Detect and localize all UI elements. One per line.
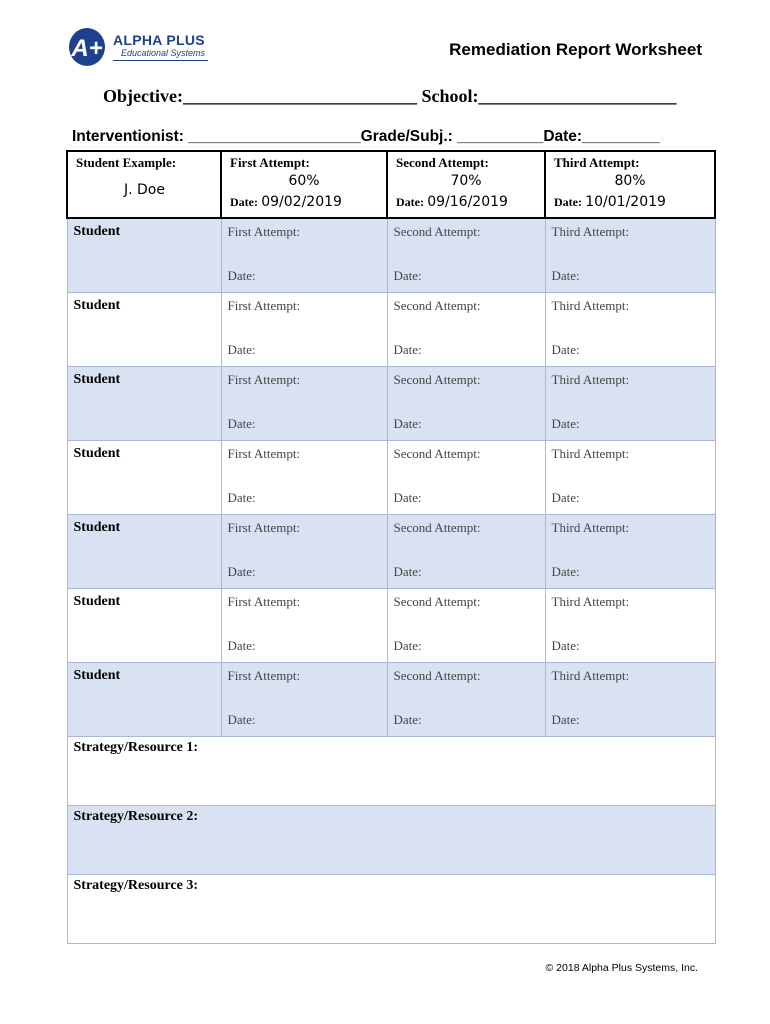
second-attempt-cell[interactable]: [387, 663, 545, 737]
date-label: Date:: [551, 490, 580, 505]
strategy-label: Strategy/Resource 3:: [73, 878, 199, 893]
first-attempt-label: First Attempt:: [227, 520, 301, 535]
strategy-row: [67, 737, 715, 806]
third-attempt-cell[interactable]: [545, 367, 715, 441]
date-label: Date:: [393, 416, 422, 431]
date-label: Date:: [551, 416, 580, 431]
example-student-name: J. Doe: [124, 182, 165, 198]
first-attempt-label: First Attempt:: [227, 372, 301, 387]
date-value: 09/02/2019: [261, 194, 342, 210]
third-attempt-label: Third Attempt:: [551, 520, 630, 535]
third-attempt-cell[interactable]: [545, 218, 715, 293]
second-attempt-cell[interactable]: [387, 367, 545, 441]
copyright-footer: © 2018 Alpha Plus Systems, Inc.: [545, 962, 698, 974]
example-row: [67, 151, 715, 218]
third-attempt-label: Third Attempt:: [551, 668, 630, 683]
first-attempt-label: First Attempt:: [227, 298, 301, 313]
second-attempt-label: Second Attempt:: [393, 446, 481, 461]
date-label: Date:: [227, 712, 256, 727]
date-label: Date:: [396, 195, 424, 209]
student-cell[interactable]: [67, 218, 221, 293]
first-attempt-cell[interactable]: [221, 293, 387, 367]
attempt-date: [554, 194, 666, 210]
second-attempt-cell[interactable]: [387, 515, 545, 589]
student-cell[interactable]: [67, 367, 221, 441]
student-row: [67, 589, 715, 663]
second-attempt-label: Second Attempt:: [393, 668, 481, 683]
third-attempt-label: Third Attempt:: [551, 298, 630, 313]
attempt-header: First Attempt:: [230, 155, 310, 170]
date-label: Date:: [393, 490, 422, 505]
third-attempt-label: Third Attempt:: [551, 372, 630, 387]
attempt-score: 70%: [450, 173, 482, 189]
first-attempt-label: First Attempt:: [227, 668, 301, 683]
strategy-label: Strategy/Resource 2:: [73, 809, 199, 824]
first-attempt-label: First Attempt:: [227, 446, 301, 461]
first-attempt-label: First Attempt:: [227, 224, 301, 239]
student-row: [67, 663, 715, 737]
second-attempt-cell[interactable]: [387, 293, 545, 367]
date-label: Date:: [227, 268, 256, 283]
second-attempt-label: Second Attempt:: [393, 298, 481, 313]
attempt-header: Second Attempt:: [396, 155, 489, 170]
date-value: 09/16/2019: [427, 194, 508, 210]
student-row: [67, 218, 715, 293]
example-third-attempt-cell: [545, 151, 715, 218]
date-label: Date:: [551, 712, 580, 727]
alpha-plus-logo: [68, 27, 213, 67]
first-attempt-label: First Attempt:: [227, 594, 301, 609]
example-student-cell: [67, 151, 221, 218]
third-attempt-label: Third Attempt:: [551, 224, 630, 239]
date-label: Date:: [227, 638, 256, 653]
remediation-table: [66, 150, 716, 944]
date-label: Date:: [393, 712, 422, 727]
student-row: [67, 293, 715, 367]
strategy-label: Strategy/Resource 1:: [73, 740, 199, 755]
student-label: Student: [73, 668, 121, 683]
student-label: Student: [73, 224, 121, 239]
first-attempt-cell[interactable]: [221, 663, 387, 737]
second-attempt-cell[interactable]: [387, 589, 545, 663]
date-label: Date:: [227, 490, 256, 505]
date-label: Date:: [227, 416, 256, 431]
student-row: [67, 367, 715, 441]
date-label: Date:: [393, 342, 422, 357]
third-attempt-cell[interactable]: [545, 293, 715, 367]
date-label: Date:: [551, 342, 580, 357]
svg-text:A+: A+: [71, 35, 103, 62]
second-attempt-cell[interactable]: [387, 441, 545, 515]
date-label: Date:: [227, 564, 256, 579]
first-attempt-cell[interactable]: [221, 367, 387, 441]
student-label: Student: [73, 594, 121, 609]
strategy-row: [67, 875, 715, 944]
student-row: [67, 441, 715, 515]
student-label: Student: [73, 372, 121, 387]
strategy-row: [67, 806, 715, 875]
first-attempt-cell[interactable]: [221, 589, 387, 663]
logo-underline: [113, 60, 208, 61]
student-label: Student: [73, 520, 121, 535]
strategy-resource-3-field[interactable]: [67, 875, 715, 944]
second-attempt-label: Second Attempt:: [393, 594, 481, 609]
student-label: Student: [73, 446, 121, 461]
logo-name: ALPHA PLUS: [113, 32, 205, 48]
student-cell[interactable]: [67, 589, 221, 663]
second-attempt-cell[interactable]: [387, 218, 545, 293]
attempt-score: 60%: [288, 173, 320, 189]
strategy-resource-2-field[interactable]: [67, 806, 715, 875]
student-cell[interactable]: [67, 515, 221, 589]
second-attempt-label: Second Attempt:: [393, 372, 481, 387]
second-attempt-label: Second Attempt:: [393, 520, 481, 535]
third-attempt-label: Third Attempt:: [551, 446, 630, 461]
date-label: Date:: [551, 268, 580, 283]
student-label: Student: [73, 298, 121, 313]
first-attempt-cell[interactable]: [221, 218, 387, 293]
date-label: Date:: [393, 638, 422, 653]
date-label: Date:: [393, 564, 422, 579]
attempt-date: [230, 194, 342, 210]
third-attempt-cell[interactable]: [545, 441, 715, 515]
date-label: Date:: [227, 342, 256, 357]
date-label: Date:: [230, 195, 258, 209]
second-attempt-label: Second Attempt:: [393, 224, 481, 239]
attempt-header: Third Attempt:: [554, 155, 640, 170]
student-row: [67, 515, 715, 589]
first-attempt-cell[interactable]: [221, 441, 387, 515]
student-cell[interactable]: [67, 663, 221, 737]
first-attempt-cell[interactable]: [221, 515, 387, 589]
example-first-attempt-cell: [221, 151, 387, 218]
third-attempt-cell[interactable]: [545, 663, 715, 737]
student-cell[interactable]: [67, 293, 221, 367]
date-label: Date:: [554, 195, 582, 209]
example-label: Student Example:: [76, 155, 177, 170]
date-value: 10/01/2019: [585, 194, 666, 210]
example-second-attempt-cell: [387, 151, 545, 218]
date-label: Date:: [393, 268, 422, 283]
third-attempt-cell[interactable]: [545, 589, 715, 663]
student-cell[interactable]: [67, 441, 221, 515]
date-label: Date:: [551, 564, 580, 579]
third-attempt-cell[interactable]: [545, 515, 715, 589]
report-title: Remediation Report Worksheet: [449, 40, 702, 59]
logo-subtitle: Educational Systems: [121, 48, 206, 58]
attempt-score: 80%: [614, 173, 646, 189]
objective-school-line[interactable]: Objective:__________________________ School:______________________: [103, 86, 677, 106]
date-label: Date:: [551, 638, 580, 653]
interventionist-grade-date-line[interactable]: Interventionist: ____________________Grade/Subj.: __________Date:_________: [72, 128, 660, 145]
attempt-date: [396, 194, 508, 210]
a-plus-badge-icon: [68, 27, 110, 67]
third-attempt-label: Third Attempt:: [551, 594, 630, 609]
strategy-resource-1-field[interactable]: [67, 737, 715, 806]
